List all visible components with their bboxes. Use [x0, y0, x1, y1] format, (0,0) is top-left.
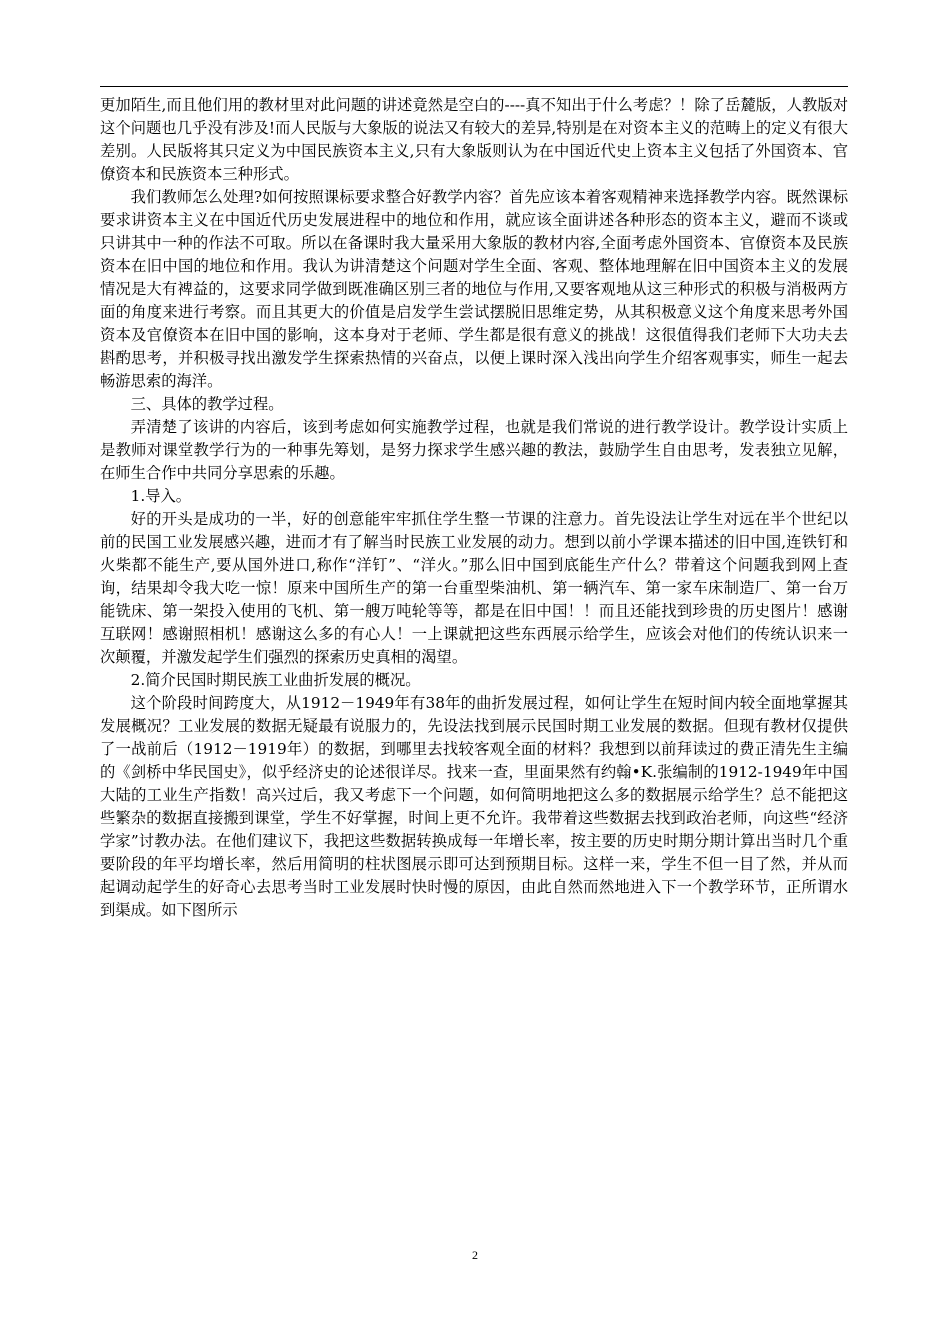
header-rule [100, 86, 848, 87]
paragraph-6: 好的开头是成功的一半，好的创意能牢牢抓住学生整一节课的注意力。首先设法让学生对远在半个世纪以前的民国工业发展感兴趣，进而才有了解当时民族工业发展的动力。想到以前小学课本描述的旧中国,连铁钉和火柴都不能生产,要从国外进口,称作“洋钉”、“洋火。”那么旧中国到底能生产什么？带着这个问题我到网上查询，结果却令我大吃一惊！原来中国所生产的第一台重型柴油机、第一辆汽车、第一家车床制造厂、第一台万能铣床、第一架投入使用的飞机、第一艘万吨轮等等，都是在旧中国！！而且还能找到珍贵的历史图片！感谢互联网！感谢照相机！感谢这么多的有心人！一上课就把这些东西展示给学生，应该会对他们的传统认识来一次颠覆，并激发起学生们强烈的探索历史真相的渴望。 [100, 510, 848, 666]
section-heading-3: 三、具体的教学过程。 [130, 395, 284, 413]
body-text [100, 94, 848, 922]
page-number: 2 [472, 1248, 478, 1262]
subheading-intro: 1.导入。 [130, 487, 192, 505]
paragraph-1: 更加陌生,而且他们用的教材里对此问题的讲述竟然是空白的----真不知出于什么考虑？！除了岳麓版，人教版对这个问题也几乎没有涉及!而人民版与大象版的说法又有较大的差异,特别是在对资本主义的范畴上的定义有很大差别。人民版将其只定义为中国民族资本主义,只有大象版则认为在中国近代史上资本主义包括了外国资本、官僚资本和民族资本三种形式。 [100, 96, 848, 183]
paragraph-8: 这个阶段时间跨度大，从1912－1949年有38年的曲折发展过程，如何让学生在短时间内较全面地掌握其发展概况？工业发展的数据无疑最有说服力的，先设法找到展示民国时期工业发展的数据。但现有教材仅提供了一战前后（1912－1919年）的数据，到哪里去找较客观全面的材料？我想到以前拜读过的费正清先生主编的《剑桥中华民国史》，似乎经济史的论述很详尽。找来一查，里面果然有约翰•K.张编制的1912-1949年中国大陆的工业生产指数！高兴过后，我又考虑下一个问题，如何简明地把这么多的数据展示给学生？总不能把这些繁杂的数据直接搬到课堂，学生不好掌握，时间上更不允许。我带着这些数据去找到政治老师，向这些“经济学家”讨教办法。在他们建议下，我把这些数据转换成每一年增长率，按主要的历史时期分期计算出当时几个重要阶段的年平均增长率，然后用简明的柱状图展示即可达到预期目标。这样一来，学生不但一目了然，并从而起调动起学生的好奇心去思考当时工业发展时快时慢的原因，由此自然而然地进入下一个教学环节，正所谓水到渠成。如下图所示 [100, 694, 848, 919]
paragraph-4: 弄清楚了该讲的内容后，该到考虑如何实施教学过程，也就是我们常说的进行教学设计。教学设计实质上是教师对课堂教学行为的一种事先筹划，是努力探求学生感兴趣的教法，鼓励学生自由思考，发表独立见解，在师生合作中共同分享思索的乐趣。 [100, 418, 848, 482]
paragraph-2: 我们教师怎么处理?如何按照课标要求整合好教学内容？首先应该本着客观精神来选择教学内容。既然课标要求讲资本主义在中国近代历史发展进程中的地位和作用，就应该全面讲述各种形态的资本主义，避而不谈或只讲其中一种的作法不可取。所以在备课时我大量采用大象版的教材内容,全面考虑外国资本、官僚资本及民族资本在旧中国的地位和作用。我认为讲清楚这个问题对学生全面、客观、整体地理解在旧中国资本主义的发展情况是大有裨益的，这要求同学做到既准确区别三者的地位与作用,又要客观地从这三种形式的积极与消极两方面的角度来进行考察。而且其更大的价值是启发学生尝试摆脱旧思维定势，从其积极意义这个角度来思考外国资本及官僚资本在旧中国的影响，这本身对于老师、学生都是很有意义的挑战！这很值得我们老师下大功夫去斟酌思考，并积极寻找出激发学生探索热情的兴奋点，以便上课时深入浅出向学生介绍客观事实，师生一起去畅游思索的海洋。 [100, 188, 848, 390]
subheading-overview: 2.简介民国时期民族工业曲折发展的概况。 [130, 671, 421, 689]
